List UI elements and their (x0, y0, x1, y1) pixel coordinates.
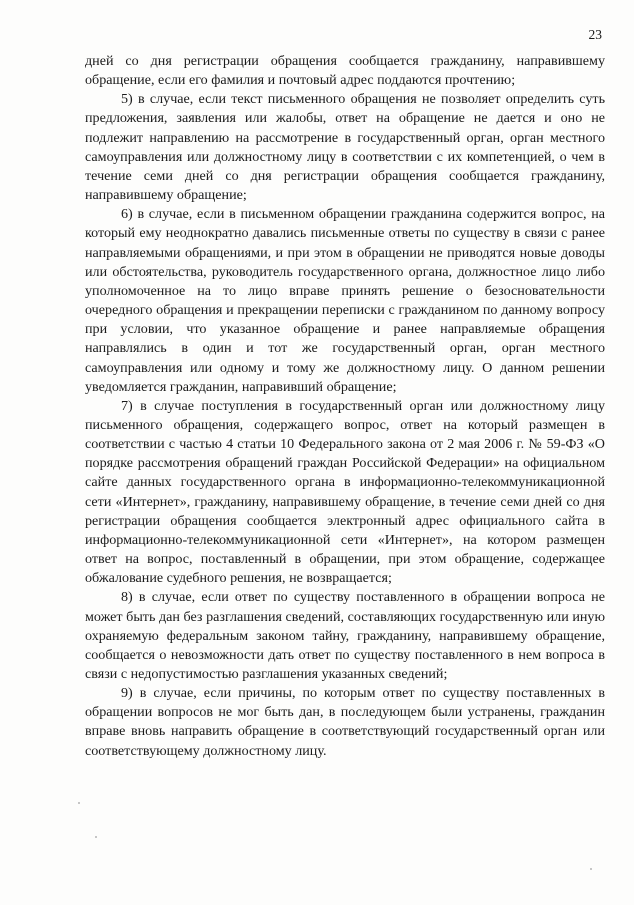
scan-speck (95, 836, 97, 838)
paragraph-item-8: 8) в случае, если ответ по существу поставленного в обращении вопроса не может быть дан без разглашения сведений, составляющих государственную или иную охраняемую федеральным законом тайну, гражданину, направившему обращение, сообщается о невозможности дать ответ по существу поставленного в нем вопроса в связи с недопустимостью разглашения указанных сведений; (85, 589, 605, 682)
scan-speck (590, 868, 592, 870)
paragraph-item-7: 7) в случае поступления в государственный орган или должностному лицу письменного обращения, содержащего вопрос, ответ на который размещен в соответствии с частью 4 статьи 10 Федерального закона от 2 мая 2006 г. № 59-ФЗ «О порядке рассмотрения обращений граждан Российской Федерации» на официальном сайте данных государственного органа в информационно-телекоммуникационной сети «Интернет», гражданину, направившему обращение, в течение семи дней со дня регистрации обращения сообщается электронный адрес официального сайта в информационно-телекоммуникационной сети «Интернет», на котором размещен ответ на вопрос, поставленный в обращении, при этом обращение, содержащее обжалование судебного решения, не возвращается; (85, 397, 605, 587)
paragraph-continuation: дней со дня регистрации обращения сообщается гражданину, направившему обращение, если его фамилия и почтовый адрес поддаются прочтению; (85, 53, 605, 89)
paragraph-item-5: 5) в случае, если текст письменного обращения не позволяет определить суть предложения, заявления или жалобы, ответ на обращение не дается и оно не подлежит направлению на рассмотрение в государственный орган, орган местного самоуправления или должностному лицу в соответствии с их компетенцией, о чем в течение семи дней со дня регистрации обращения сообщается гражданину, направившему обращение; (85, 91, 605, 204)
paragraph-item-6: 6) в случае, если в письменном обращении гражданина содержится вопрос, на который ему неоднократно давались письменные ответы по существу в связи с ранее направляемыми обращениями, и при этом в обращении не приводятся новые доводы или обстоятельства, руководитель государственного органа, должностное лицо либо уполномоченное на то лицо вправе принять решение о безосновательности очередного обращения и прекращении переписки с гражданином по данному вопросу при условии, что указанное обращение и ранее направляемые обращения направлялись в один и тот же государственный орган, орган местного самоуправления или одному и тому же должностному лицу. О данном решении уведомляется гражданин, направивший обращение; (85, 206, 605, 395)
page-number: 23 (588, 27, 602, 42)
scan-speck (78, 802, 80, 804)
document-body (85, 52, 605, 761)
paragraph-item-9: 9) в случае, если причины, по которым ответ по существу поставленных в обращении вопросов не мог быть дан, в последующем были устранены, гражданин вправе вновь направить обращение в соответствующий государственный орган или соответствующему должностному лицу. (85, 685, 605, 759)
